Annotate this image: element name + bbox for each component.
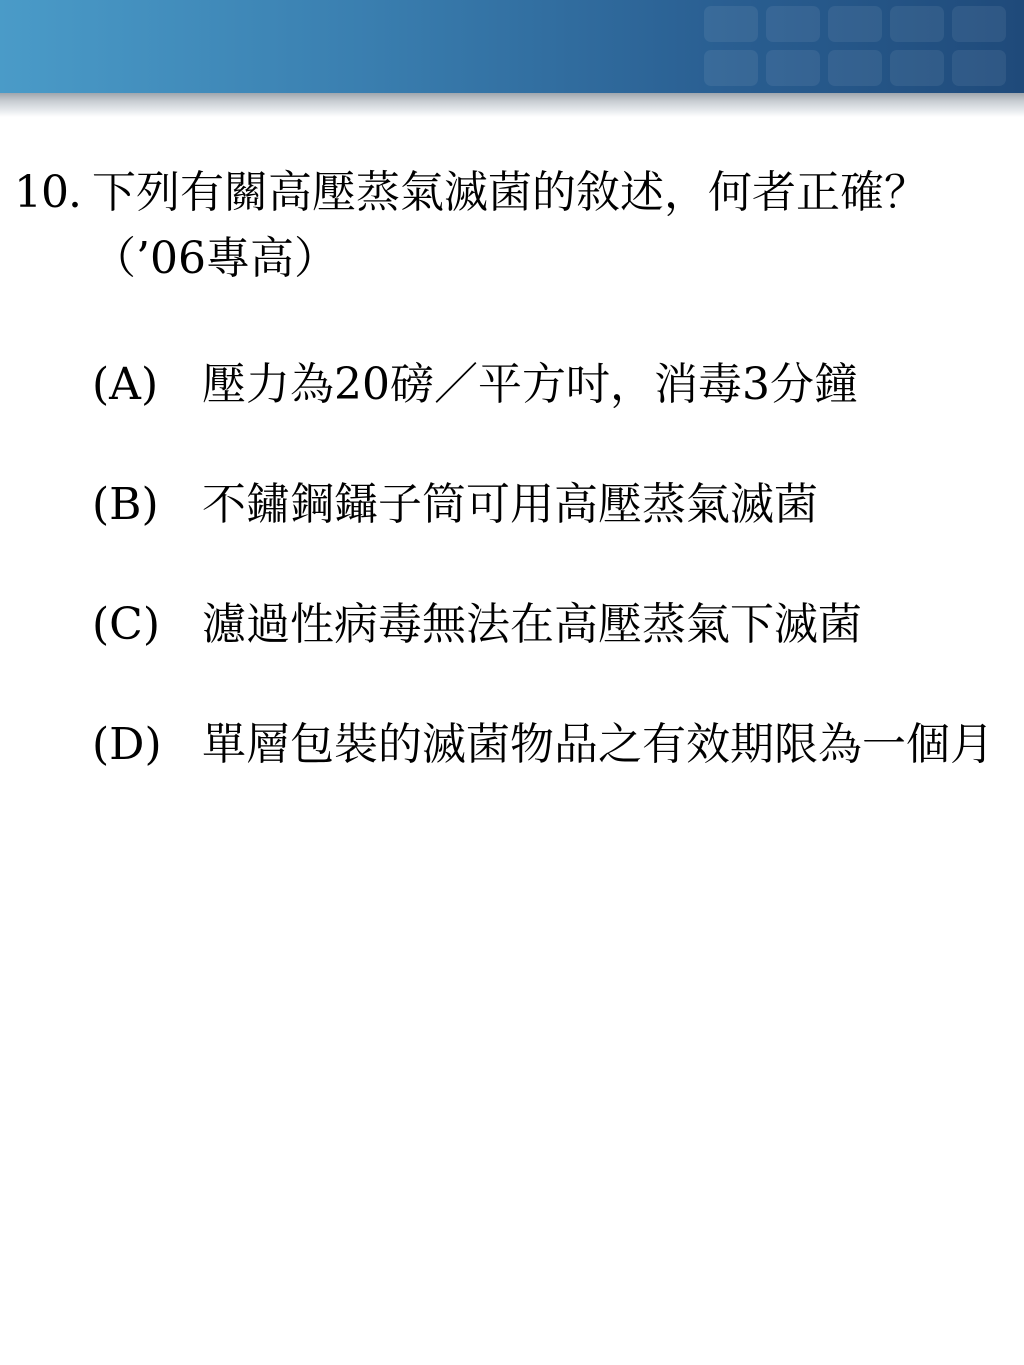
header-banner: [0, 0, 1024, 93]
question-block: [14, 160, 1004, 292]
decorative-tile: [828, 6, 882, 42]
decorative-tile: [890, 50, 944, 86]
header-divider: [0, 93, 1024, 117]
question-text: 下列有關高壓蒸氣滅菌的敘述，何者正確？（’06專高）: [92, 167, 928, 284]
option-text: 不鏽鋼鑷子筒可用高壓蒸氣滅菌: [202, 479, 818, 530]
decorative-tile: [890, 6, 944, 42]
option-a: [92, 352, 1004, 418]
option-label: (C): [92, 599, 160, 650]
question-number: 10.: [14, 167, 81, 218]
option-label: (B): [92, 479, 159, 530]
decorative-tile: [828, 50, 882, 86]
decorative-tile: [766, 50, 820, 86]
option-d: [92, 712, 1004, 778]
decorative-tile: [766, 6, 820, 42]
decorative-tile: [952, 6, 1006, 42]
option-text: 壓力為20磅／平方吋，消毒3分鐘: [202, 359, 858, 410]
option-b: [92, 472, 1004, 538]
decorative-tile: [704, 50, 758, 86]
header-decoration: [684, 0, 1024, 93]
option-text: 濾過性病毒無法在高壓蒸氣下滅菌: [202, 599, 862, 650]
option-text: 單層包裝的滅菌物品之有效期限為一個月: [202, 719, 994, 770]
option-label: (A): [92, 359, 159, 410]
options-list: [92, 352, 1004, 832]
option-c: [92, 592, 1004, 658]
decorative-tile: [704, 6, 758, 42]
decorative-tile: [952, 50, 1006, 86]
option-label: (D): [92, 719, 162, 770]
